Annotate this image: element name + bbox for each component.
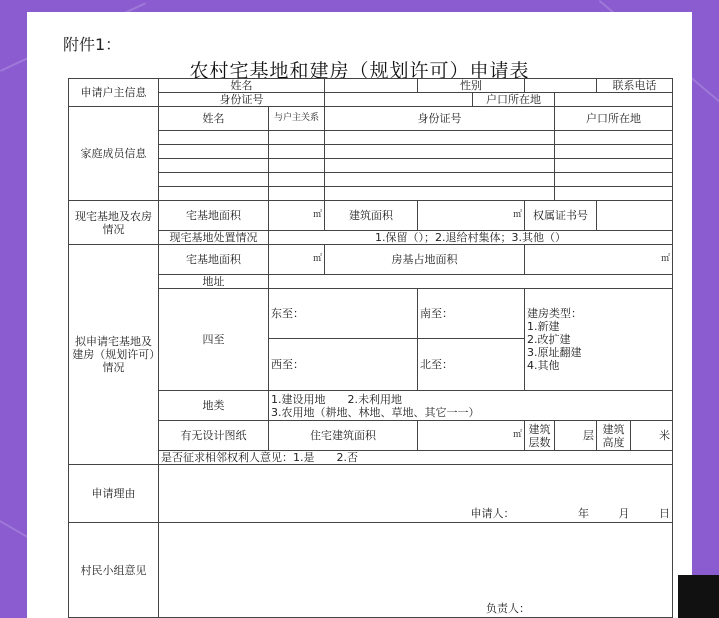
land-type-line: 1.建设用地 2.未利用地	[271, 392, 402, 406]
application-form	[68, 78, 672, 618]
building-type-box[interactable]	[525, 289, 673, 391]
height-label: 建筑高度	[597, 421, 631, 451]
proposed-homestead-area-label: 宅基地面积	[159, 245, 269, 275]
north-boundary[interactable]: 北至：	[418, 339, 525, 391]
proposed-homestead-area-unit[interactable]: ㎡	[269, 245, 325, 275]
neighbor-opinion[interactable]: 是否征求相邻权利人意见：1.是 2.否	[159, 451, 673, 465]
floors-label: 建筑层数	[525, 421, 555, 451]
applicant-gender-value[interactable]	[525, 79, 597, 93]
family-cell[interactable]	[159, 159, 269, 173]
family-header-name: 姓名	[159, 107, 269, 131]
group-field[interactable]	[159, 523, 673, 618]
title-cert-label: 权属证书号	[525, 201, 597, 231]
height-unit[interactable]: 米	[631, 421, 673, 451]
family-cell[interactable]	[269, 159, 325, 173]
family-cell[interactable]	[325, 159, 555, 173]
document-page	[27, 12, 692, 618]
building-type-option[interactable]: 3.原址翻建	[527, 346, 582, 359]
current-building-area-unit[interactable]: ㎡	[418, 201, 525, 231]
boundaries-label: 四至	[159, 289, 269, 391]
date-year: 年	[578, 507, 589, 520]
applicant-household-value[interactable]	[555, 93, 673, 107]
form-title: 农村宅基地和建房（规划许可）申请表	[189, 60, 530, 82]
south-boundary[interactable]: 南至：	[418, 289, 525, 339]
family-cell[interactable]	[159, 187, 269, 201]
disposal-options[interactable]: 1.保留（）；2.退给村集体；3.其他（）	[269, 231, 673, 245]
address-label: 地址	[159, 275, 269, 289]
applicant-id-label: 身份证号	[159, 93, 325, 107]
applicant-phone-label: 联系电话	[597, 79, 673, 93]
family-cell[interactable]	[555, 145, 673, 159]
group-section-label: 村民小组意见	[69, 523, 159, 618]
family-cell[interactable]	[269, 173, 325, 187]
floors-unit[interactable]: 层	[555, 421, 597, 451]
family-cell[interactable]	[159, 145, 269, 159]
disposal-label: 现宅基地处置情况	[159, 231, 269, 245]
date-day: 日	[659, 507, 670, 520]
building-type-option[interactable]: 2.改扩建	[527, 333, 571, 346]
reason-field[interactable]	[159, 465, 673, 523]
date-month: 月	[618, 507, 630, 520]
family-header-household: 户口所在地	[555, 107, 673, 131]
west-boundary[interactable]: 西至：	[269, 339, 418, 391]
applicant-gender-label: 性别	[418, 79, 525, 93]
family-cell[interactable]	[325, 131, 555, 145]
family-cell[interactable]	[325, 173, 555, 187]
family-cell[interactable]	[555, 159, 673, 173]
current-homestead-area-label: 宅基地面积	[159, 201, 269, 231]
land-type-line: 3.农用地（耕地、林地、草地、其它一一）	[271, 405, 480, 419]
footprint-area-unit[interactable]: ㎡	[525, 245, 673, 275]
family-cell[interactable]	[269, 145, 325, 159]
applicant-id-value[interactable]	[325, 93, 473, 107]
family-cell[interactable]	[555, 173, 673, 187]
proposed-section-label: 拟申请宅基地及建房（规划许可）情况	[69, 245, 159, 465]
footprint-area-label: 房基占地面积	[325, 245, 525, 275]
corner-mark	[678, 575, 719, 618]
family-header-relation: 与户主关系	[269, 107, 325, 131]
family-header-id: 身份证号	[325, 107, 555, 131]
title-cert-value[interactable]	[597, 201, 673, 231]
land-type-label: 地类	[159, 391, 269, 421]
current-building-area-label: 建筑面积	[325, 201, 418, 231]
responsible-label: 负责人：	[486, 602, 530, 615]
family-cell[interactable]	[159, 173, 269, 187]
applicant-section-label: 申请户主信息	[69, 79, 159, 107]
attachment-label: 附件1：	[63, 35, 122, 54]
reason-section-label: 申请理由	[69, 465, 159, 523]
building-type-option[interactable]: 1.新建	[527, 320, 560, 333]
building-type-option[interactable]: 4.其他	[527, 359, 560, 372]
address-value[interactable]	[269, 275, 673, 289]
family-cell[interactable]	[269, 187, 325, 201]
applicant-household-label: 户口所在地	[473, 93, 555, 107]
family-cell[interactable]	[555, 131, 673, 145]
residential-area-unit[interactable]: ㎡	[418, 421, 525, 451]
family-cell[interactable]	[325, 187, 555, 201]
family-cell[interactable]	[555, 187, 673, 201]
land-type-options[interactable]	[269, 391, 673, 421]
family-cell[interactable]	[325, 145, 555, 159]
building-type-label: 建房类型：	[527, 307, 582, 320]
east-boundary[interactable]: 东至：	[269, 289, 418, 339]
family-cell[interactable]	[159, 131, 269, 145]
design-drawing-label: 有无设计图纸	[159, 421, 269, 451]
residential-area-label: 住宅建筑面积	[269, 421, 418, 451]
applicant-name-label: 姓名	[159, 79, 325, 93]
current-section-label: 现宅基地及农房情况	[69, 201, 159, 245]
family-cell[interactable]	[269, 131, 325, 145]
family-section-label: 家庭成员信息	[69, 107, 159, 201]
applicant-name-value[interactable]	[325, 79, 418, 93]
current-homestead-area-unit[interactable]: ㎡	[269, 201, 325, 231]
applicant-signature-label: 申请人：	[470, 507, 515, 520]
